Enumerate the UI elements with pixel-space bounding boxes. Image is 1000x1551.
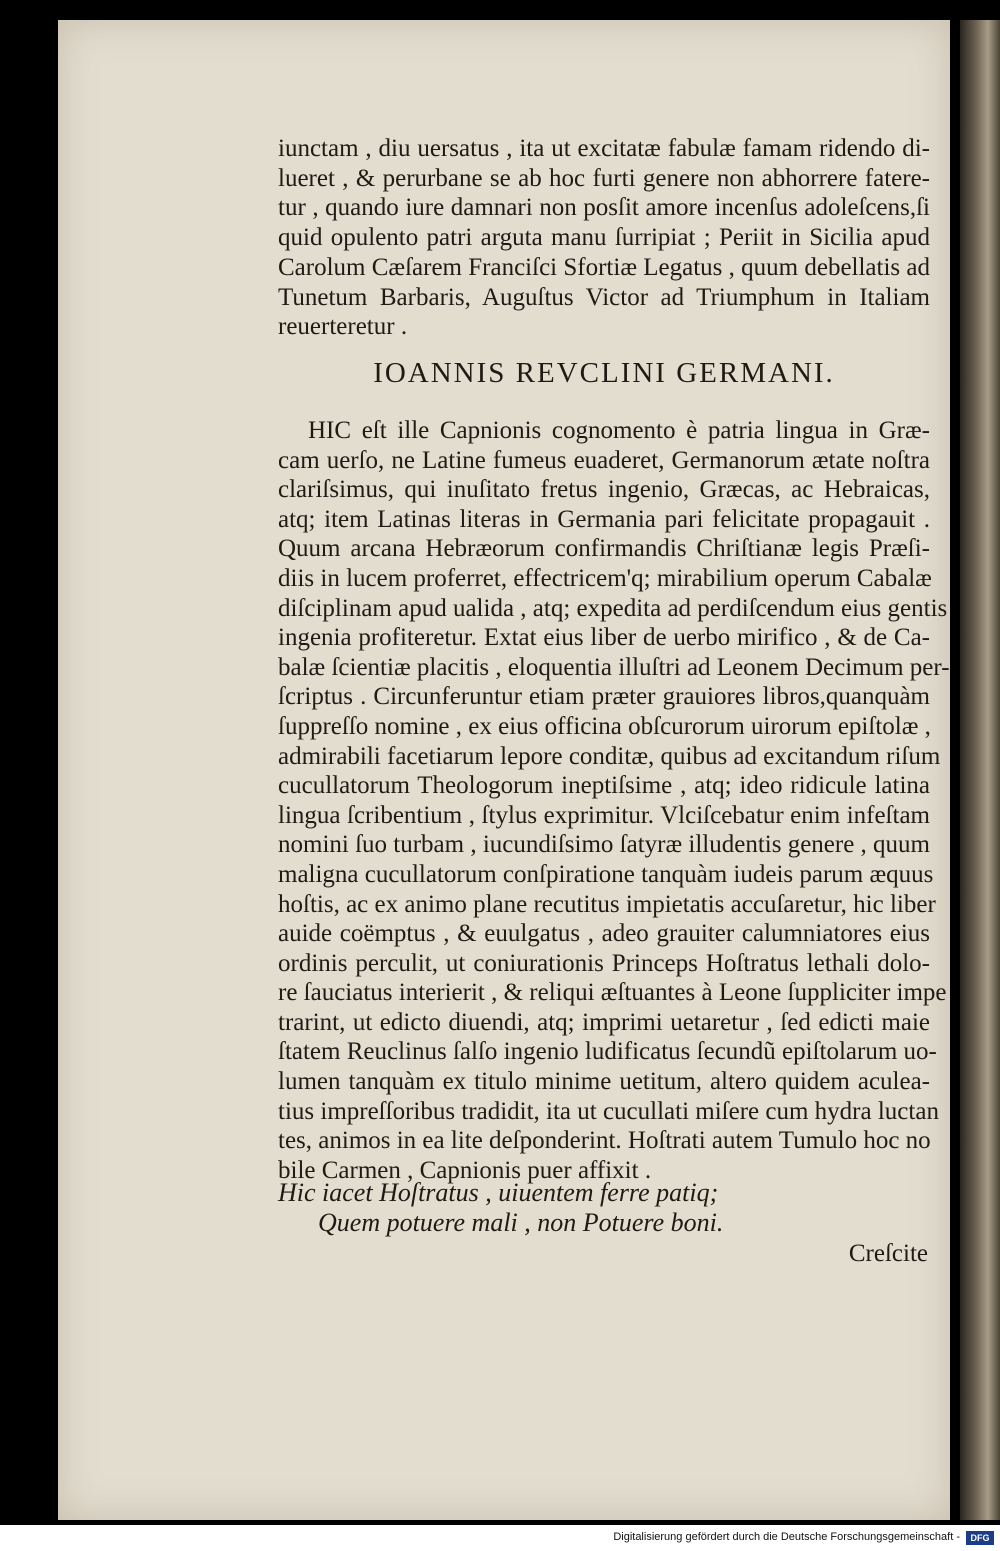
catchword: Creſcite xyxy=(848,1240,928,1267)
text-line: Tunetum Barbaris, Auguſtus Victor ad Triumphum in Italiam xyxy=(278,283,930,311)
epitaph-verse xyxy=(278,1178,930,1238)
text-line: ordinis perculit, ut coniurationis Princeps Hoſtratus lethali dolo- xyxy=(278,949,930,977)
verse-line: Quem potuere mali , non Potuere boni. xyxy=(318,1208,724,1237)
text-line: diis in lucem proferret, effectricem'q; mirabilium operum Cabalæ xyxy=(278,564,932,592)
text-line: re ſauciatus interierit , & reliqui æſtuantes à Leone ſuppliciter impe xyxy=(278,979,947,1007)
text-line: quid opulento patri arguta manu ſurripiat ; Periit in Sicilia apud xyxy=(278,224,930,252)
text-line: nomini ſuo turbam , iucundiſsimo ſatyræ illudentis genere , quum xyxy=(278,831,931,859)
text-line: tes, animos in ea lite deſponderint. Hoſtrati autem Tumulo hoc no xyxy=(278,1127,931,1155)
text-line: diſciplinam apud ualida , atq; expedita ad perdiſcendum eius gentis xyxy=(278,594,948,622)
text-line: cucullatorum Theologorum ineptiſsime , atq; ideo ridicule latina xyxy=(278,772,930,800)
text-line: auide coëmptus , & euulgatus , adeo grauiter calumniatores eius xyxy=(278,920,930,948)
text-line: ſtatem Reuclinus ſalſo ingenio ludificatus ſecundũ epiſtolarum uo- xyxy=(278,1038,937,1066)
text-line: tius impreſſoribus tradidit, ita ut cucullati miſere cum hydra luctan xyxy=(278,1097,939,1125)
text-line: ſcriptus . Circunferuntur etiam præter grauiores libros,quanquàm xyxy=(278,683,930,711)
text-line: hoſtis, ac ex animo plane recutitus impietatis accuſaretur, hic liber xyxy=(278,890,936,918)
text-line: lumen tanquàm ex titulo minime uetitum, altero quidem aculea- xyxy=(278,1068,930,1096)
text-line: ſuppreſſo nomine , ex eius officina obſcurorum uirorum epiſtolæ , xyxy=(278,712,931,740)
verse-line: Hic iacet Hoſtratus , uiuentem ferre patiq; xyxy=(278,1178,719,1207)
text-line: lingua ſcribentium , ſtylus exprimitur. Vlciſcebatur enim infeſtam xyxy=(278,801,930,829)
text-line: HIC eſt ille Capnionis cognomento è patria lingua in Græ- xyxy=(308,417,930,444)
text-line: admirabili facetiarum lepore conditæ, quibus ad excitandum riſum xyxy=(278,742,941,770)
text-line: tur , quando iure damnari non posſit amore incenſus adoleſcens,ſi xyxy=(278,194,930,222)
text-line: atq; item Latinas literas in Germania pari felicitate propagauit . xyxy=(278,505,930,533)
dfg-logo: DFG xyxy=(966,1531,994,1545)
text-line: maligna cucullatorum conſpiratione tanquàm iudeis parum æquus xyxy=(278,860,934,888)
text-line: ingenia profiteretur. Extat eius liber de uerbo mirifico , & de Ca- xyxy=(278,624,930,652)
book-spine xyxy=(960,20,1000,1520)
top-paragraph xyxy=(278,134,930,342)
text-line: Carolum Cæſarem Franciſci Sfortiæ Legatus , quum debellatis ad xyxy=(278,253,930,281)
text-line: balæ ſcientiæ placitis , eloquentia illuſtri ad Leonem Decimum per- xyxy=(278,653,950,681)
text-line: iunctam , diu uersatus , ita ut excitatæ fabulæ famam ridendo di- xyxy=(278,135,930,162)
text-line: reuerteretur . xyxy=(278,313,408,341)
text-line: trarint, ut edicto diuendi, atq; imprimi uetaretur , ſed edicti maie xyxy=(278,1008,930,1036)
text-line: Quum arcana Hebræorum confirmandis Chriſtianæ legis Præſi- xyxy=(278,535,930,563)
text-line: lueret , & perurbane se ab hoc furti genere non abhorrere fatere- xyxy=(278,164,930,192)
footer-bar xyxy=(0,1525,1000,1551)
funding-notice: Digitalisierung gefördert durch die Deutsche Forschungsgemeinschaft - xyxy=(613,1531,960,1543)
text-line: bile Carmen , Capnionis puer affixit . xyxy=(278,1156,652,1184)
text-line: clariſsimus, qui inuſitato fretus ingenio, Græcas, ac Hebraicas, xyxy=(278,476,930,504)
text-line: cam uerſo, ne Latine fumeus euaderet, Germanorum ætate noſtra xyxy=(278,446,930,474)
body-paragraph xyxy=(278,416,950,1185)
section-heading: IOANNIS REVCLINI GERMANI. xyxy=(373,357,835,389)
